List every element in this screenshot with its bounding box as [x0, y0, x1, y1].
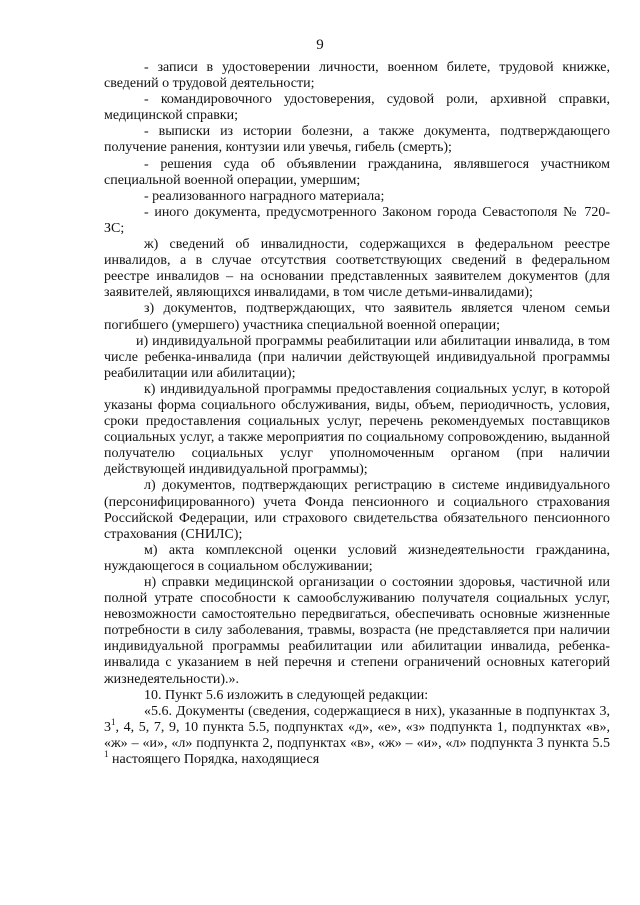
subitem-zh: ж) сведений об инвалидности, содержащихся в федеральном реестре инвалидов, а в случае отсутствия соответствующих сведений в федеральном реестре инвалидов – на основании представленных заявителем документов (для заявителей, являющихся инвалидами, в том числе детьми-инвалидами);: [104, 237, 610, 301]
list-item-dash: - решения суда об объявлении гражданина, являвшегося участником специальной военной операции, умершим;: [104, 156, 610, 188]
superscript-2: 1: [104, 749, 109, 760]
list-item-dash: - командировочного удостоверения, судовой роли, архивной справки, медицинской справки;: [104, 92, 610, 124]
point-5-6-text: [104, 704, 610, 768]
subitem-n: н) справки медицинской организации о состоянии здоровья, частичной или полной утрате способности к самообслуживанию получателя социальных услуг, невозможности самостоятельно передвигаться, обеспечивать основные жизненные потребности в силу заболевания, травмы, возраста (не представляется при наличии индивидуальной программы реабилитации или абилитации инвалида, ребенка-инвалида с указанием в ней перечня и степени ограничений основных категорий жизнедеятельности).».: [104, 575, 610, 687]
subitem-l: л) документов, подтверждающих регистрацию в системе индивидуального (персонифицированного) учета Фонда пенсионного и социального страхования Российской Федерации, или страхового свидетельства обязательного пенсионного страхования (СНИЛС);: [104, 478, 610, 542]
superscript-1: 1: [111, 716, 116, 727]
subitem-i: и) индивидуальной программы реабилитации или абилитации инвалида, в том числе ребенка-инвалида (при наличии действующей индивидуальной программы реабилитации или абилитации);: [104, 333, 610, 381]
point-5-6-part3: настоящего Порядка, находящиеся: [108, 752, 320, 768]
point-5-6-part1: «5.6. Документы (сведения, содержащиеся в них), указанные в подпунктах 3, 3: [104, 703, 610, 735]
list-item-dash: - записи в удостоверении личности, военном билете, трудовой книжке, сведений о трудовой деятельности;: [104, 60, 610, 92]
document-body: [104, 60, 610, 768]
subitem-m: м) акта комплексной оценки условий жизнедеятельности гражданина, нуждающегося в социальном обслуживании;: [104, 542, 610, 574]
subitem-k: к) индивидуальной программы предоставления социальных услуг, в которой указаны форма социального обслуживания, виды, объем, периодичность, условия, сроки предоставления социальных услуг, перечень рекомендуемых поставщиков социальных услуг, а также мероприятия по социальному сопровождению, выданной получателю социальных услуг уполномоченным органом (при наличии действующей индивидуальной программы);: [104, 381, 610, 478]
list-item-dash: - выписки из истории болезни, а также документа, подтверждающего получение ранения, контузии или увечья, гибель (смерть);: [104, 124, 610, 156]
page-number: 9: [316, 37, 324, 53]
list-item-dash: - иного документа, предусмотренного Законом города Севастополя № 720-ЗС;: [104, 204, 610, 236]
list-item-dash: - реализованного наградного материала;: [144, 188, 385, 204]
item-10-heading: 10. Пункт 5.6 изложить в следующей редакции:: [144, 687, 429, 703]
subitem-z: з) документов, подтверждающих, что заявитель является членом семьи погибшего (умершего) участника специальной военной операции;: [104, 301, 610, 333]
point-5-6-part2: , 4, 5, 7, 9, 10 пункта 5.5, подпунктах «д», «е», «з» подпункта 1, подпунктах «в», «ж» – «и», «л» подпункта 2, подпунктах «в», «ж» – «и», «л» подпункта 3 пункта 5.5: [104, 719, 610, 751]
